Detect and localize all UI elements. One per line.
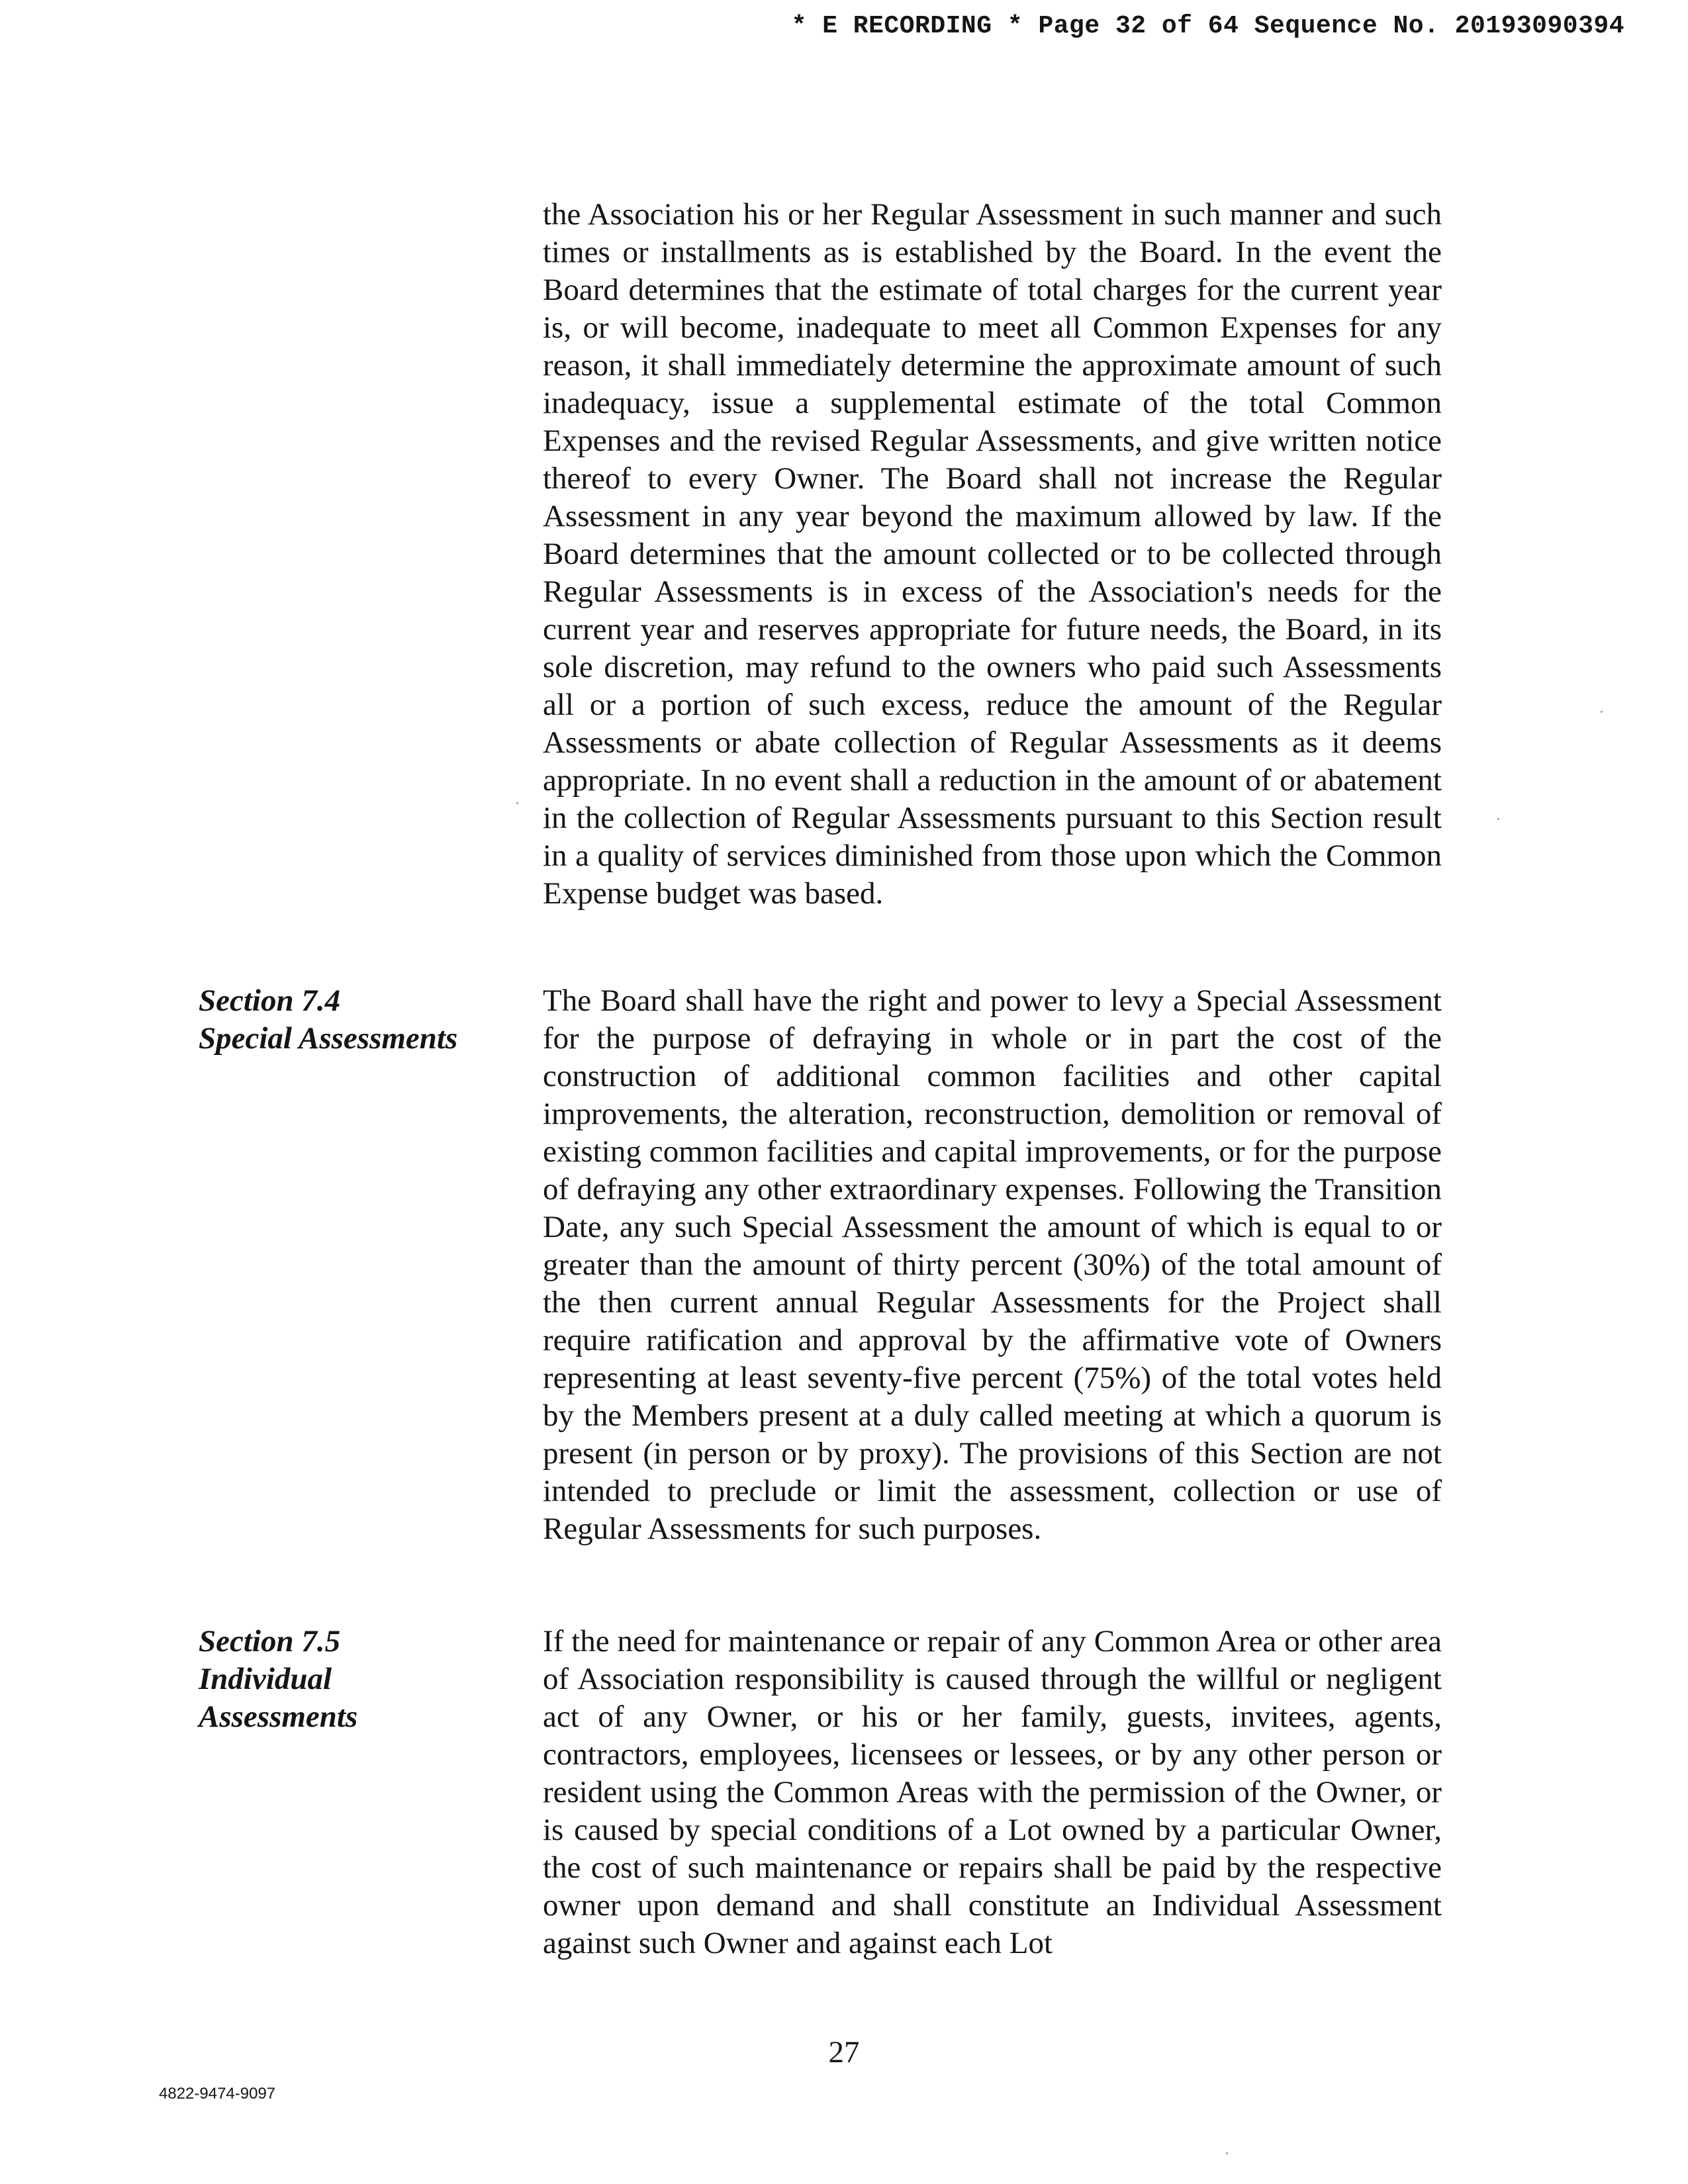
page-number: 27 — [828, 2035, 860, 2070]
section-number: Section 7.5 — [199, 1624, 341, 1659]
scan-speck — [1226, 2152, 1228, 2154]
section-title-line-1: Individual — [199, 1662, 332, 1696]
scan-speck — [1497, 818, 1499, 820]
section-7-5-heading — [199, 1623, 510, 1736]
section-title-line-2: Assessments — [199, 1700, 358, 1734]
document-id: 4822-9474-9097 — [159, 2085, 276, 2103]
continuation-paragraph: the Association his or her Regular Assessment in such manner and such times or installments as is established by the Board. In the event the Board determines that the estimate of total charges for the current year is, or will become, inadequate to meet all Common Expenses for any reason, it shall immediately determine the approximate amount of such inadequacy, issue a supplemental estimate of the total Common Expenses and the revised Regular Assessments, and give written notice thereof to every Owner. The Board shall not increase the Regular Assessment in any year beyond the maximum allowed by law. If the Board determines that the amount collected or to be collected through Regular Assessments is in excess of the Association's needs for the current year and reserves appropriate for future needs, the Board, in its sole discretion, may refund to the owners who paid such Assessments all or a portion of such excess, reduce the amount of the Regular Assessments or abate collection of Regular Assessments as it deems appropriate. In no event shall a reduction in the amount of or abatement in the collection of Regular Assessments pursuant to this Section result in a quality of services diminished from those upon which the Common Expense budget was based. — [543, 197, 1442, 911]
section-7-5-paragraph: If the need for maintenance or repair of any Common Area or other area of Association responsibility is caused through the willful or negligent act of any Owner, or his or her family, guests, invitees, agents, contractors, employees, licensees or lessees, or by any other person or resident using the Common Areas with the permission of the Owner, or is caused by special conditions of a Lot owned by a particular Owner, the cost of such maintenance or repairs shall be paid by the respective owner upon demand and shall constitute an Individual Assessment against such Owner and against each Lot — [543, 1624, 1442, 1960]
scan-speck — [516, 802, 518, 804]
section-7-4-heading — [199, 982, 510, 1058]
section-7-4-paragraph: The Board shall have the right and power to levy a Special Assessment for the purpose of defraying in whole or in part the cost of the construction of additional common facilities and other capital improvements, the alteration, reconstruction, demolition or removal of existing common facilities and capital improvements, or for the purpose of defraying any other extraordinary expenses. Following the Transition Date, any such Special Assessment the amount of which is equal to or greater than the amount of thirty percent (30%) of the total amount of the then current annual Regular Assessments for the Project shall require ratification and approval by the affirmative vote of Owners representing at least seventy-five percent (75%) of the total votes held by the Members present at a duly called meeting at which a quorum is present (in person or by proxy). The provisions of this Section are not intended to preclude or limit the assessment, collection or use of Regular Assessments for such purposes. — [543, 983, 1442, 1546]
recording-stamp: * E RECORDING * Page 32 of 64 Sequence No. 20193090394 — [791, 12, 1624, 40]
section-number: Section 7.4 — [199, 983, 341, 1018]
section-title: Special Assessments — [199, 1021, 458, 1056]
scan-speck — [1601, 711, 1603, 713]
